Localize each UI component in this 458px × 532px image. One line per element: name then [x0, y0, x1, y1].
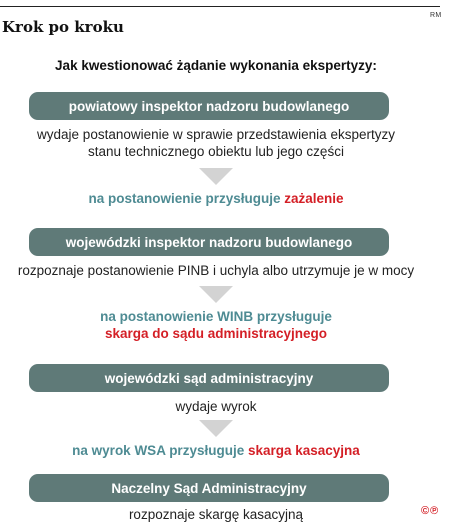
appeal-2-text: na postanowienie WINB przysługuje: [100, 309, 332, 324]
step-4-action-line-1: rozpoznaje skargę kasacyjną: [128, 507, 304, 522]
step-3-authority-label: wojewódzki sąd administracyjny: [104, 370, 314, 386]
appeal-1-text: na postanowienie przysługuje: [88, 191, 285, 206]
step-4-authority-label: Naczelny Sąd Administracyjny: [111, 480, 307, 496]
top-rule: [0, 6, 440, 7]
step-1-authority-label: powiatowy inspektor nadzoru budowlanego: [68, 98, 350, 114]
appeal-3-text: na wyrok WSA przysługuje: [72, 443, 248, 458]
step-2-authority-box: [29, 228, 389, 256]
step-3-action: [0, 398, 432, 415]
flow-arrow-down-icon: [199, 420, 233, 437]
step-2-action-line-1: rozpoznaje postanowienie PINB i uchyla albo utrzymuje je w mocy: [17, 263, 415, 278]
step-4-action: [0, 506, 432, 523]
diagram-title: Krok po kroku: [2, 18, 124, 36]
appeal-2: [0, 308, 432, 342]
step-4-authority-box: [29, 474, 389, 502]
step-1-action: [0, 126, 432, 160]
appeal-2-remedy: skarga do sądu administracyjnego: [104, 326, 328, 341]
appeal-1-remedy: zażalenie: [284, 191, 344, 206]
publisher-logo: ©℗: [421, 505, 440, 517]
appeal-3: [0, 442, 432, 459]
diagram-subtitle: Jak kwestionować żądanie wykonania ekspertyzy:: [55, 58, 377, 73]
step-3-action-line-1: wydaje wyrok: [175, 399, 257, 414]
step-3-authority-box: [29, 364, 389, 392]
step-1-authority-box: [29, 92, 389, 120]
corner-mark: RM: [430, 12, 442, 19]
step-1-action-line-2: stanu technicznego obiektu lub jego części: [88, 144, 344, 159]
appeal-3-remedy: skarga kasacyjna: [247, 443, 360, 458]
flow-arrow-down-icon: [199, 286, 233, 303]
flow-arrow-down-icon: [199, 168, 233, 185]
step-2-authority-label: wojewódzki inspektor nadzoru budowlanego: [65, 234, 353, 250]
appeal-1: [0, 190, 432, 207]
step-1-action-line-1: wydaje postanowienie w sprawie przedstawienia ekspertyzy: [37, 127, 395, 142]
step-2-action: [0, 262, 432, 279]
